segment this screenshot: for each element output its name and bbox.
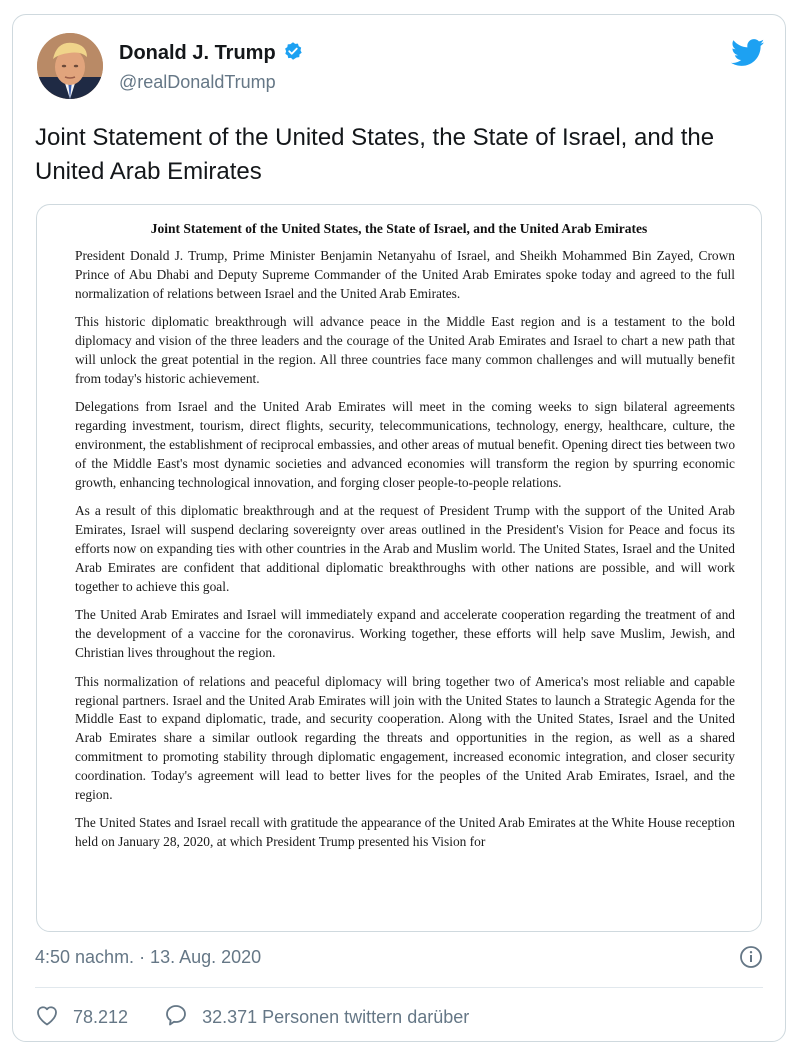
avatar-image <box>37 33 103 99</box>
author-name[interactable]: Donald J. Trump <box>119 42 276 64</box>
divider <box>35 987 763 988</box>
document-title: Joint Statement of the United States, the State of Israel, and the United Arab Emirates <box>150 221 648 236</box>
tweet-card <box>12 14 786 1042</box>
document-paragraph: This historic diplomatic breakthrough will advance peace in the Middle East region and is a testament to the bold diplomacy and vision of the three leaders and the courage of the United Arab Emirates and Israel to chart a new path that will unlock the great potential in the region. All three countries face many common challenges and will mutually benefit from today's historic achievement. <box>75 314 735 386</box>
document-paragraph: President Donald J. Trump, Prime Minister Benjamin Netanyahu of Israel, and Sheikh Mohammed Bin Zayed, Crown Prince of Abu Dhabi and Deputy Supreme Commander of the United Arab Emirates spoke today and agreed to the full normalization of relations between Israel and the United Arab Emirates. <box>75 248 735 301</box>
verified-badge-icon <box>283 41 303 66</box>
document-paragraph: The United Arab Emirates and Israel will immediately expand and accelerate cooperation regarding the treatment of and the development of a vaccine for the coronavirus. Working together, these efforts will help save Muslim, Jewish, and Christian lives throughout the region. <box>75 607 735 661</box>
document-body <box>75 247 735 862</box>
avatar[interactable] <box>37 33 103 99</box>
info-icon[interactable] <box>739 945 763 969</box>
like-count: 78.212 <box>73 1007 129 1027</box>
twitter-bird-icon[interactable] <box>731 39 765 67</box>
like-button[interactable] <box>35 1004 128 1031</box>
document-paragraph: As a result of this diplomatic breakthrough and at the request of President Trump with the support of the United Arab Emirates, Israel will suspend declaring sovereignty over areas outlined in the President's Vision for Peace and focus its efforts now on expanding ties with other countries in the Arab and Muslim world. The United States, Israel and the United Arab Emirates are confident that additional diplomatic breakthroughs with other nations are possible, and will work together to achieve this goal. <box>75 503 735 594</box>
tweet-text: Joint Statement of the United States, the State of Israel, and the United Arab Emirates <box>35 124 715 185</box>
action-bar <box>35 1003 469 1032</box>
people-tweeting-label: 32.371 Personen twittern darüber <box>202 1007 470 1027</box>
reply-count-button[interactable] <box>164 1003 469 1032</box>
statement-image[interactable] <box>36 204 762 932</box>
author-name-row[interactable] <box>119 41 303 66</box>
tweet-timestamp[interactable]: 4:50 nachm. · 13. Aug. 2020 <box>35 947 262 967</box>
author-handle[interactable]: @realDonaldTrump <box>119 72 276 92</box>
document-paragraph: Delegations from Israel and the United Arab Emirates will meet in the coming weeks to sign bilateral agreements regarding investment, tourism, direct flights, security, telecommunications, technology, energy, healthcare, culture, the environment, the establishment of reciprocal embassies, and other areas of mutual benefit. Opening direct ties between two of the Middle East's most dynamic societies and advanced economies will transform the region by spurring economic growth, enhancing technological innovation, and forging closer people-to-people relations. <box>75 399 736 490</box>
document-paragraph: The United States and Israel recall with gratitude the appearance of the United Arab Emirates at the White House reception held on January 28, 2020, at which President Trump presented his Vision for <box>75 815 735 850</box>
speech-bubble-icon <box>164 1003 188 1032</box>
document-paragraph: This normalization of relations and peaceful diplomacy will bring together two of America's most reliable and capable regional partners. Israel and the United Arab Emirates will join with the United States to launch a Strategic Agenda for the Middle East to expand diplomatic, trade, and security cooperation. Along with the United States, Israel and the United Arab Emirates share a similar outlook regarding the threats and opportunities in the region, as well as a shared commitment to promoting stability through diplomatic engagement, increased economic integration, and closer security coordination. Today's agreement will lead to better lives for the peoples of the United Arab Emirates, Israel, and the region. <box>75 673 735 803</box>
heart-icon <box>35 1004 59 1031</box>
